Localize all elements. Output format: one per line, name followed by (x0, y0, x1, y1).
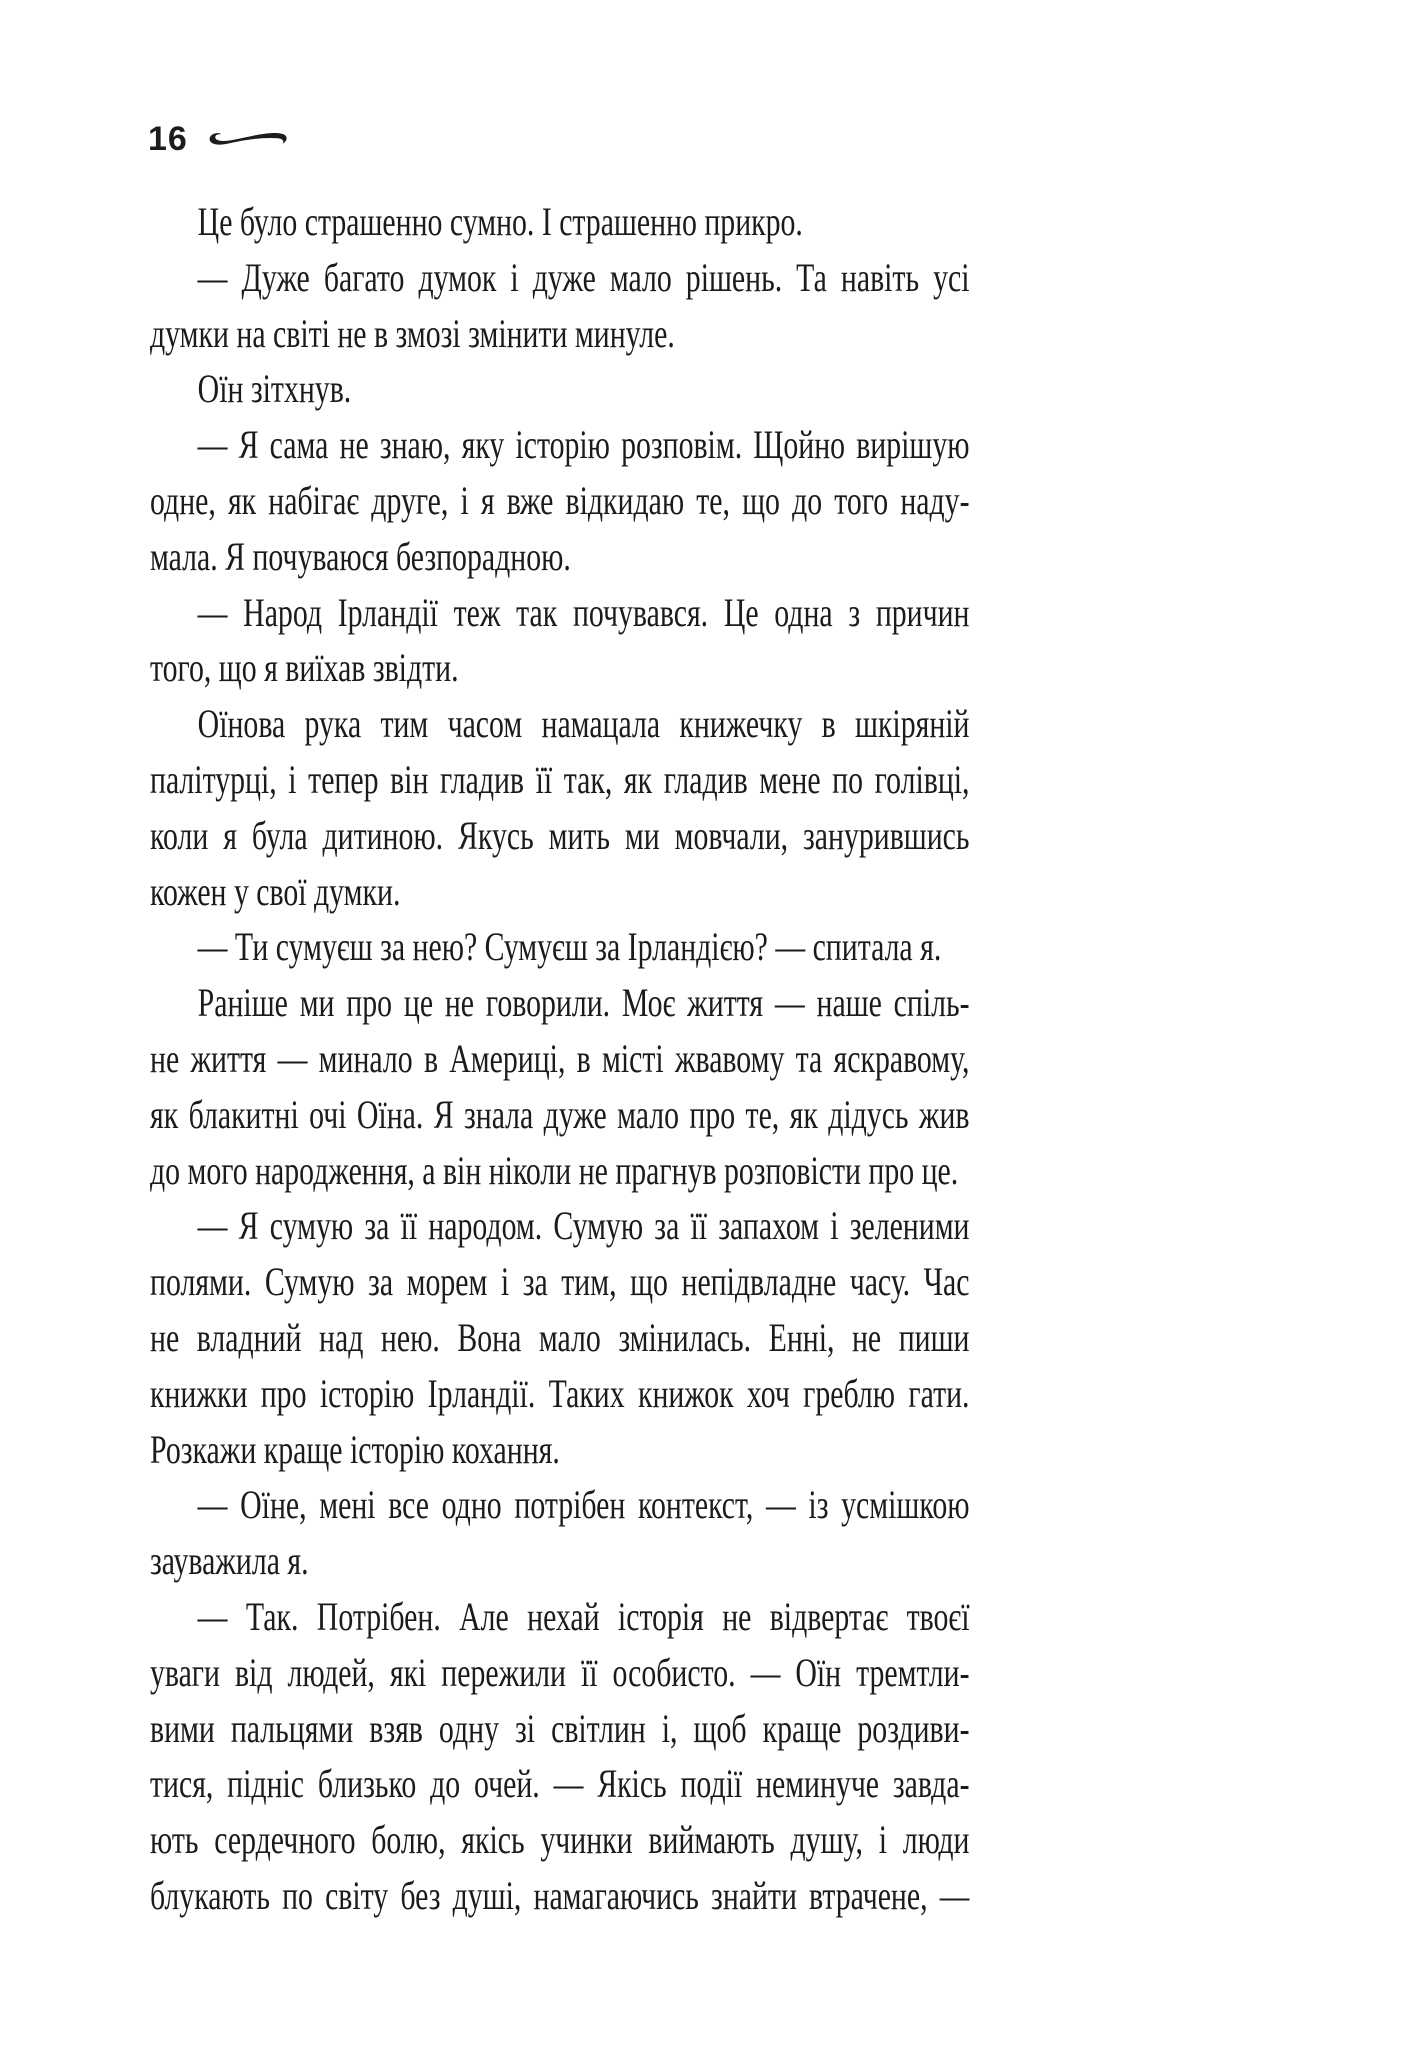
text-line: кожен у свої думки. (150, 868, 401, 914)
text-line: блукають по світу без душі, намагаючись знайти втрачене, — (150, 1872, 970, 1918)
text-line: книжки про історію Ірландії. Таких книжок хоч греблю гати. (150, 1370, 970, 1416)
text-line: мала. Я почуваюся безпорадною. (150, 533, 571, 579)
text-line: Оїнова рука тим часом намацала книжечку в шкіряній (197, 701, 970, 747)
text-line: Це було страшенно сумно. І страшенно прикро. (197, 199, 803, 244)
text-line: не владний над нею. Вона мало змінилась. Енні, не пиши (150, 1314, 970, 1360)
text-line: тися, підніс близько до очей. — Якісь події неминуче завда- (150, 1761, 970, 1807)
text-line: Розкажи краще історію кохання. (150, 1426, 560, 1472)
text-line: — Дуже багато думок і дуже мало рішень. Та навіть усі (197, 254, 970, 300)
text-line: уваги від людей, які пережили її особисто. — Оїн тремтли- (150, 1649, 970, 1695)
swash-flourish-icon (206, 124, 290, 154)
page-header (148, 122, 290, 156)
text-line: — Оїне, мені все одно потрібен контекст, — із усмішкою (197, 1482, 970, 1528)
text-line: як блакитні очі Оїна. Я знала дуже мало про те, як дідусь жив (150, 1091, 970, 1137)
text-line: — Так. Потрібен. Але нехай історія не відвертає твоєї (197, 1593, 970, 1639)
text-line: коли я була дитиною. Якусь мить ми мовчали, занурившись (150, 812, 970, 858)
text-line: палітурці, і тепер він гладив її так, як гладив мене по голівці, (150, 756, 970, 802)
body-text (150, 194, 970, 1924)
text-line: до мого народження, а він ніколи не прагнув розповісти про це. (150, 1147, 959, 1193)
text-line: одне, як набігає друге, і я вже відкидаю те, що до того наду- (150, 477, 970, 523)
text-line: вими пальцями взяв одну зі світлин і, щоб краще роздиви- (150, 1705, 970, 1751)
text-line: того, що я виїхав звідти. (150, 645, 459, 691)
text-line: зауважила я. (150, 1538, 309, 1584)
text-line: думки на світі не в змозі змінити минуле. (150, 310, 675, 356)
page-number: 16 (148, 120, 188, 158)
text-line: полями. Сумую за морем і за тим, що непідвладне часу. Час (150, 1259, 970, 1305)
text-line: ють сердечного болю, якісь учинки виймають душу, і люди (150, 1817, 970, 1863)
text-line: Оїн зітхнув. (197, 366, 352, 412)
text-line: не життя — минало в Америці, в місті жвавому та яскравому, (150, 1035, 970, 1081)
text-line: Раніше ми про це не говорили. Моє життя — наше спіль- (197, 980, 970, 1026)
text-line: — Я сама не знаю, яку історію розповім. Щойно вирішую (197, 422, 970, 468)
text-line: — Ти сумуєш за нею? Сумуєш за Ірландією? — спитала я. (197, 924, 942, 970)
text-line: — Я сумую за її народом. Сумую за її запахом і зеленими (197, 1203, 970, 1249)
text-line: — Народ Ірландії теж так почувався. Це одна з причин (197, 589, 970, 635)
